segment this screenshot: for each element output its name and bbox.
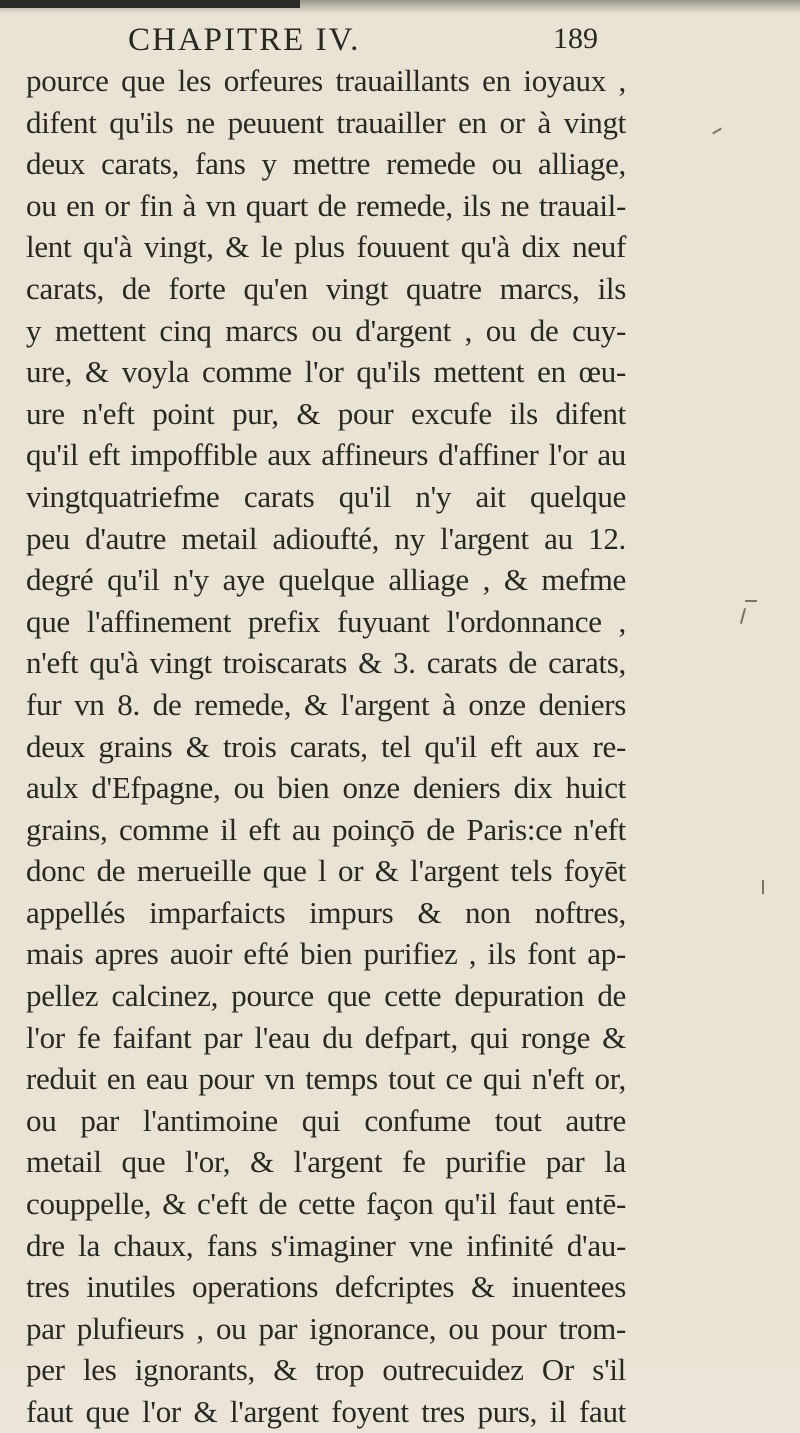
text-line: n'eft qu'à vingt troiscarats & 3. carats de carats, [26, 645, 626, 681]
text-line: lent qu'à vingt, & le plus fouuent qu'à dix neuf [26, 229, 626, 265]
text-line: deux carats, fans y mettre remede ou alliage, [26, 146, 626, 182]
page-edge-dark [0, 0, 300, 8]
text-line: appellés imparfaicts impurs & non noftres, [26, 894, 626, 930]
chapter-title: CHAPITRE IV. [128, 22, 361, 58]
paper-mark [762, 880, 764, 894]
text-line: reduit en eau pour vn temps tout ce qui n'eft or, [26, 1061, 626, 1097]
text-line: ure n'eft point pur, & pour excufe ils difent [26, 395, 626, 431]
text-line: ou par l'antimoine qui confume tout autre [26, 1102, 626, 1138]
text-line: couppelle, & c'eft de cette façon qu'il faut entē- [26, 1186, 626, 1222]
text-line: fur vn 8. de remede, & l'argent à onze deniers [26, 686, 626, 722]
text-line: qu'il eft impoffible aux affineurs d'affiner l'or au [26, 437, 626, 473]
paper-mark [745, 600, 757, 602]
text-line: l'or fe faifant par l'eau du defpart, qui ronge & [26, 1019, 626, 1055]
text-line: degré qu'il n'y aye quelque alliage , & mefme [26, 562, 626, 598]
text-line: dre la chaux, fans s'imaginer vne infinité d'au- [26, 1227, 626, 1263]
text-line: pource que les orfeures trauaillants en ioyaux , [26, 63, 626, 98]
text-line: difent qu'ils ne peuuent trauailler en or à vingt [26, 104, 626, 140]
paper-mark [740, 608, 746, 624]
text-line: ou en or fin à vn quart de remede, ils ne trauail- [26, 187, 626, 223]
text-line: que l'affinement prefix fuyuant l'ordonnance , [26, 603, 626, 639]
text-line: pellez calcinez, pource que cette depuration de [26, 978, 626, 1014]
body-text [26, 60, 626, 1433]
text-line: tres inutiles operations defcriptes & inuentees [26, 1269, 626, 1305]
text-line: grains, comme il eft au poinçō de Paris:ce n'eft [26, 811, 626, 847]
text-line: per les ignorants, & trop outrecuidez Or s'il [26, 1352, 626, 1388]
text-line: peu d'autre metail adioufté, ny l'argent au 12. [26, 520, 626, 556]
paper-mark [712, 128, 722, 135]
text-line: aulx d'Efpagne, ou bien onze deniers dix huict [26, 770, 626, 806]
text-line: donc de merueille que l or & l'argent tels foyēt [26, 853, 626, 889]
page-number: 189 [553, 22, 598, 55]
text-line: mais apres auoir efté bien purifiez , ils font ap- [26, 936, 626, 972]
text-line: vingtquatriefme carats qu'il n'y ait quelque [26, 478, 626, 514]
text-line: faut que l'or & l'argent foyent tres purs, il faut [26, 1394, 626, 1429]
text-line: deux grains & trois carats, tel qu'il eft aux re- [26, 728, 626, 764]
text-line: ure, & voyla comme l'or qu'ils mettent en œu- [26, 354, 626, 390]
text-line: carats, de forte qu'en vingt quatre marcs, ils [26, 270, 626, 306]
text-line: par plufieurs , ou par ignorance, ou pour trom- [26, 1310, 626, 1346]
text-line: y mettent cinq marcs ou d'argent , ou de cuy- [26, 312, 626, 348]
text-line: metail que l'or, & l'argent fe purifie par la [26, 1144, 626, 1180]
